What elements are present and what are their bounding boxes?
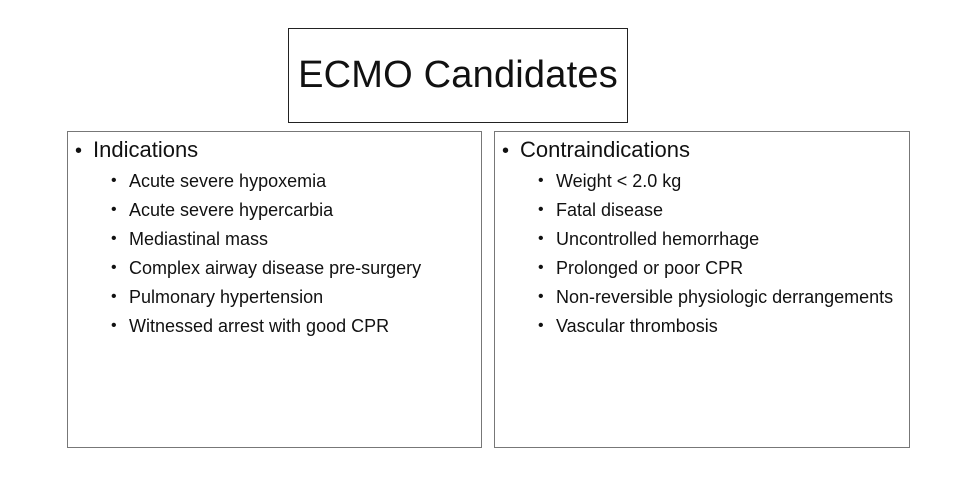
bullet-icon: •: [538, 317, 544, 334]
list-item-text: Complex airway disease pre-surgery: [129, 258, 422, 278]
contraindications-heading: Contraindications: [520, 137, 690, 162]
bullet-icon: •: [538, 172, 544, 189]
list-item: [111, 257, 469, 279]
list-item: [111, 228, 469, 250]
bullet-icon: •: [75, 140, 83, 162]
contraindications-panel: [494, 131, 910, 448]
list-item: [538, 257, 897, 279]
list-item-text: Vascular thrombosis: [556, 316, 718, 336]
list-item-text: Mediastinal mass: [129, 229, 269, 249]
list-item-text: Weight < 2.0 kg: [556, 171, 682, 191]
list-item: [538, 286, 897, 308]
list-item: [111, 199, 469, 221]
bullet-icon: •: [111, 172, 117, 189]
list-item: [111, 315, 469, 337]
bullet-icon: •: [538, 230, 544, 247]
bullet-icon: •: [111, 230, 117, 247]
list-item: [538, 199, 897, 221]
indications-heading: Indications: [93, 137, 199, 162]
indications-heading-row: [75, 137, 198, 164]
list-item: [111, 286, 469, 308]
bullet-icon: •: [111, 259, 117, 276]
slide-title-box: [288, 28, 628, 123]
bullet-icon: •: [538, 201, 544, 218]
list-item-text: Prolonged or poor CPR: [556, 258, 744, 278]
list-item: [111, 170, 469, 192]
slide-title: ECMO Candidates: [298, 54, 618, 96]
contraindications-heading-row: [502, 137, 690, 164]
list-item: [538, 170, 897, 192]
contraindications-list: [538, 170, 897, 344]
list-item-text: Witnessed arrest with good CPR: [129, 316, 390, 336]
bullet-icon: •: [502, 140, 510, 162]
list-item: [538, 228, 897, 250]
indications-panel: [67, 131, 482, 448]
list-item-text: Pulmonary hypertension: [129, 287, 324, 307]
indications-list: [111, 170, 469, 344]
list-item-text: Uncontrolled hemorrhage: [556, 229, 760, 249]
bullet-icon: •: [538, 288, 544, 305]
list-item-text: Acute severe hypercarbia: [129, 200, 334, 220]
bullet-icon: •: [111, 288, 117, 305]
list-item-text: Acute severe hypoxemia: [129, 171, 327, 191]
list-item-text: Fatal disease: [556, 200, 664, 220]
bullet-icon: •: [111, 201, 117, 218]
list-item-text: Non-reversible physiologic derrangements: [556, 287, 894, 307]
bullet-icon: •: [538, 259, 544, 276]
bullet-icon: •: [111, 317, 117, 334]
list-item: [538, 315, 897, 337]
